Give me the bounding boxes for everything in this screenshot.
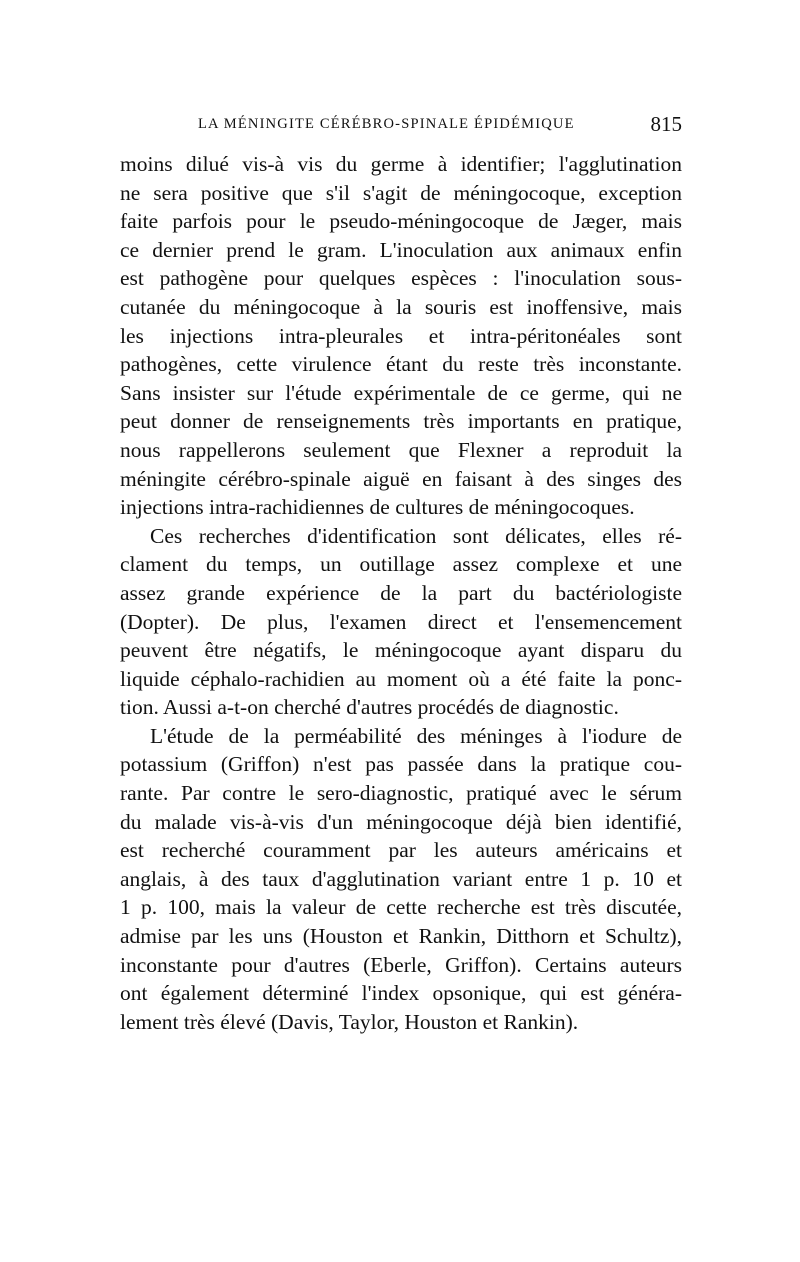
text-line: injections intra-rachidiennes de cultures de méningocoques. [120,495,635,520]
page-number: 815 [650,112,682,136]
running-title: LA MÉNINGITE CÉRÉBRO-SPINALE ÉPIDÉMIQUE [198,116,575,132]
text-line: assez grande expérience de la part du bactériologiste [120,580,682,605]
body-text [120,150,682,1036]
text-line: peuvent être négatifs, le méningocoque ayant disparu du [120,638,682,663]
text-line: lement très élevé (Davis, Taylor, Houston et Rankin). [120,1009,579,1034]
text-line: ce dernier prend le gram. L'inoculation aux animaux enfin [120,237,682,262]
paragraph [120,150,682,522]
text-line: (Dopter). De plus, l'examen direct et l'ensemencement [120,609,682,634]
text-line: est recherché couramment par les auteurs américains et [120,838,682,863]
text-line: L'étude de la perméabilité des méninges à l'iodure de [150,723,682,748]
text-line: ne sera positive que s'il s'agit de méningocoque, exception [120,180,682,205]
text-line: pathogènes, cette virulence étant du reste très inconstante. [120,352,682,377]
text-line: Sans insister sur l'étude expérimentale de ce germe, qui ne [120,380,682,405]
text-line: moins dilué vis-à vis du germe à identifier; l'agglutination [120,152,682,176]
paragraph [120,522,682,722]
text-line: tion. Aussi a-t-on cherché d'autres procédés de diagnostic. [120,695,619,720]
text-line: peut donner de renseignements très importants en pratique, [120,409,682,434]
text-line: inconstante pour d'autres (Eberle, Griffon). Certains auteurs [120,952,682,977]
text-line: ont également déterminé l'index opsonique, qui est généra- [120,981,682,1006]
text-line: clament du temps, un outillage assez complexe et une [120,552,682,577]
text-line: faite parfois pour le pseudo-méningocoque de Jæger, mais [120,209,682,234]
text-line: est pathogène pour quelques espèces : l'inoculation sous- [120,266,682,291]
text-line: anglais, à des taux d'agglutination variant entre 1 p. 10 et [120,866,682,891]
text-line: potassium (Griffon) n'est pas passée dans la pratique cou- [120,752,682,777]
text-line: les injections intra-pleurales et intra-péritonéales sont [120,323,682,348]
text-line: méningite cérébro-spinale aiguë en faisant à des singes des [120,466,682,491]
text-line: cutanée du méningocoque à la souris est inoffensive, mais [120,294,682,319]
text-line: du malade vis-à-vis d'un méningocoque déjà bien identifié, [120,809,682,834]
text-line: Ces recherches d'identification sont délicates, elles ré- [150,523,682,548]
paragraph [120,722,682,1037]
text-line: nous rappellerons seulement que Flexner a reproduit la [120,437,682,462]
text-line: liquide céphalo-rachidien au moment où a été faite la ponc- [120,666,682,691]
text-line: 1 p. 100, mais la valeur de cette recherche est très discutée, [120,895,682,920]
text-line: admise par les uns (Houston et Rankin, Ditthorn et Schultz), [120,924,682,949]
text-line: rante. Par contre le sero-diagnostic, pratiqué avec le sérum [120,781,682,806]
running-head [120,112,682,142]
